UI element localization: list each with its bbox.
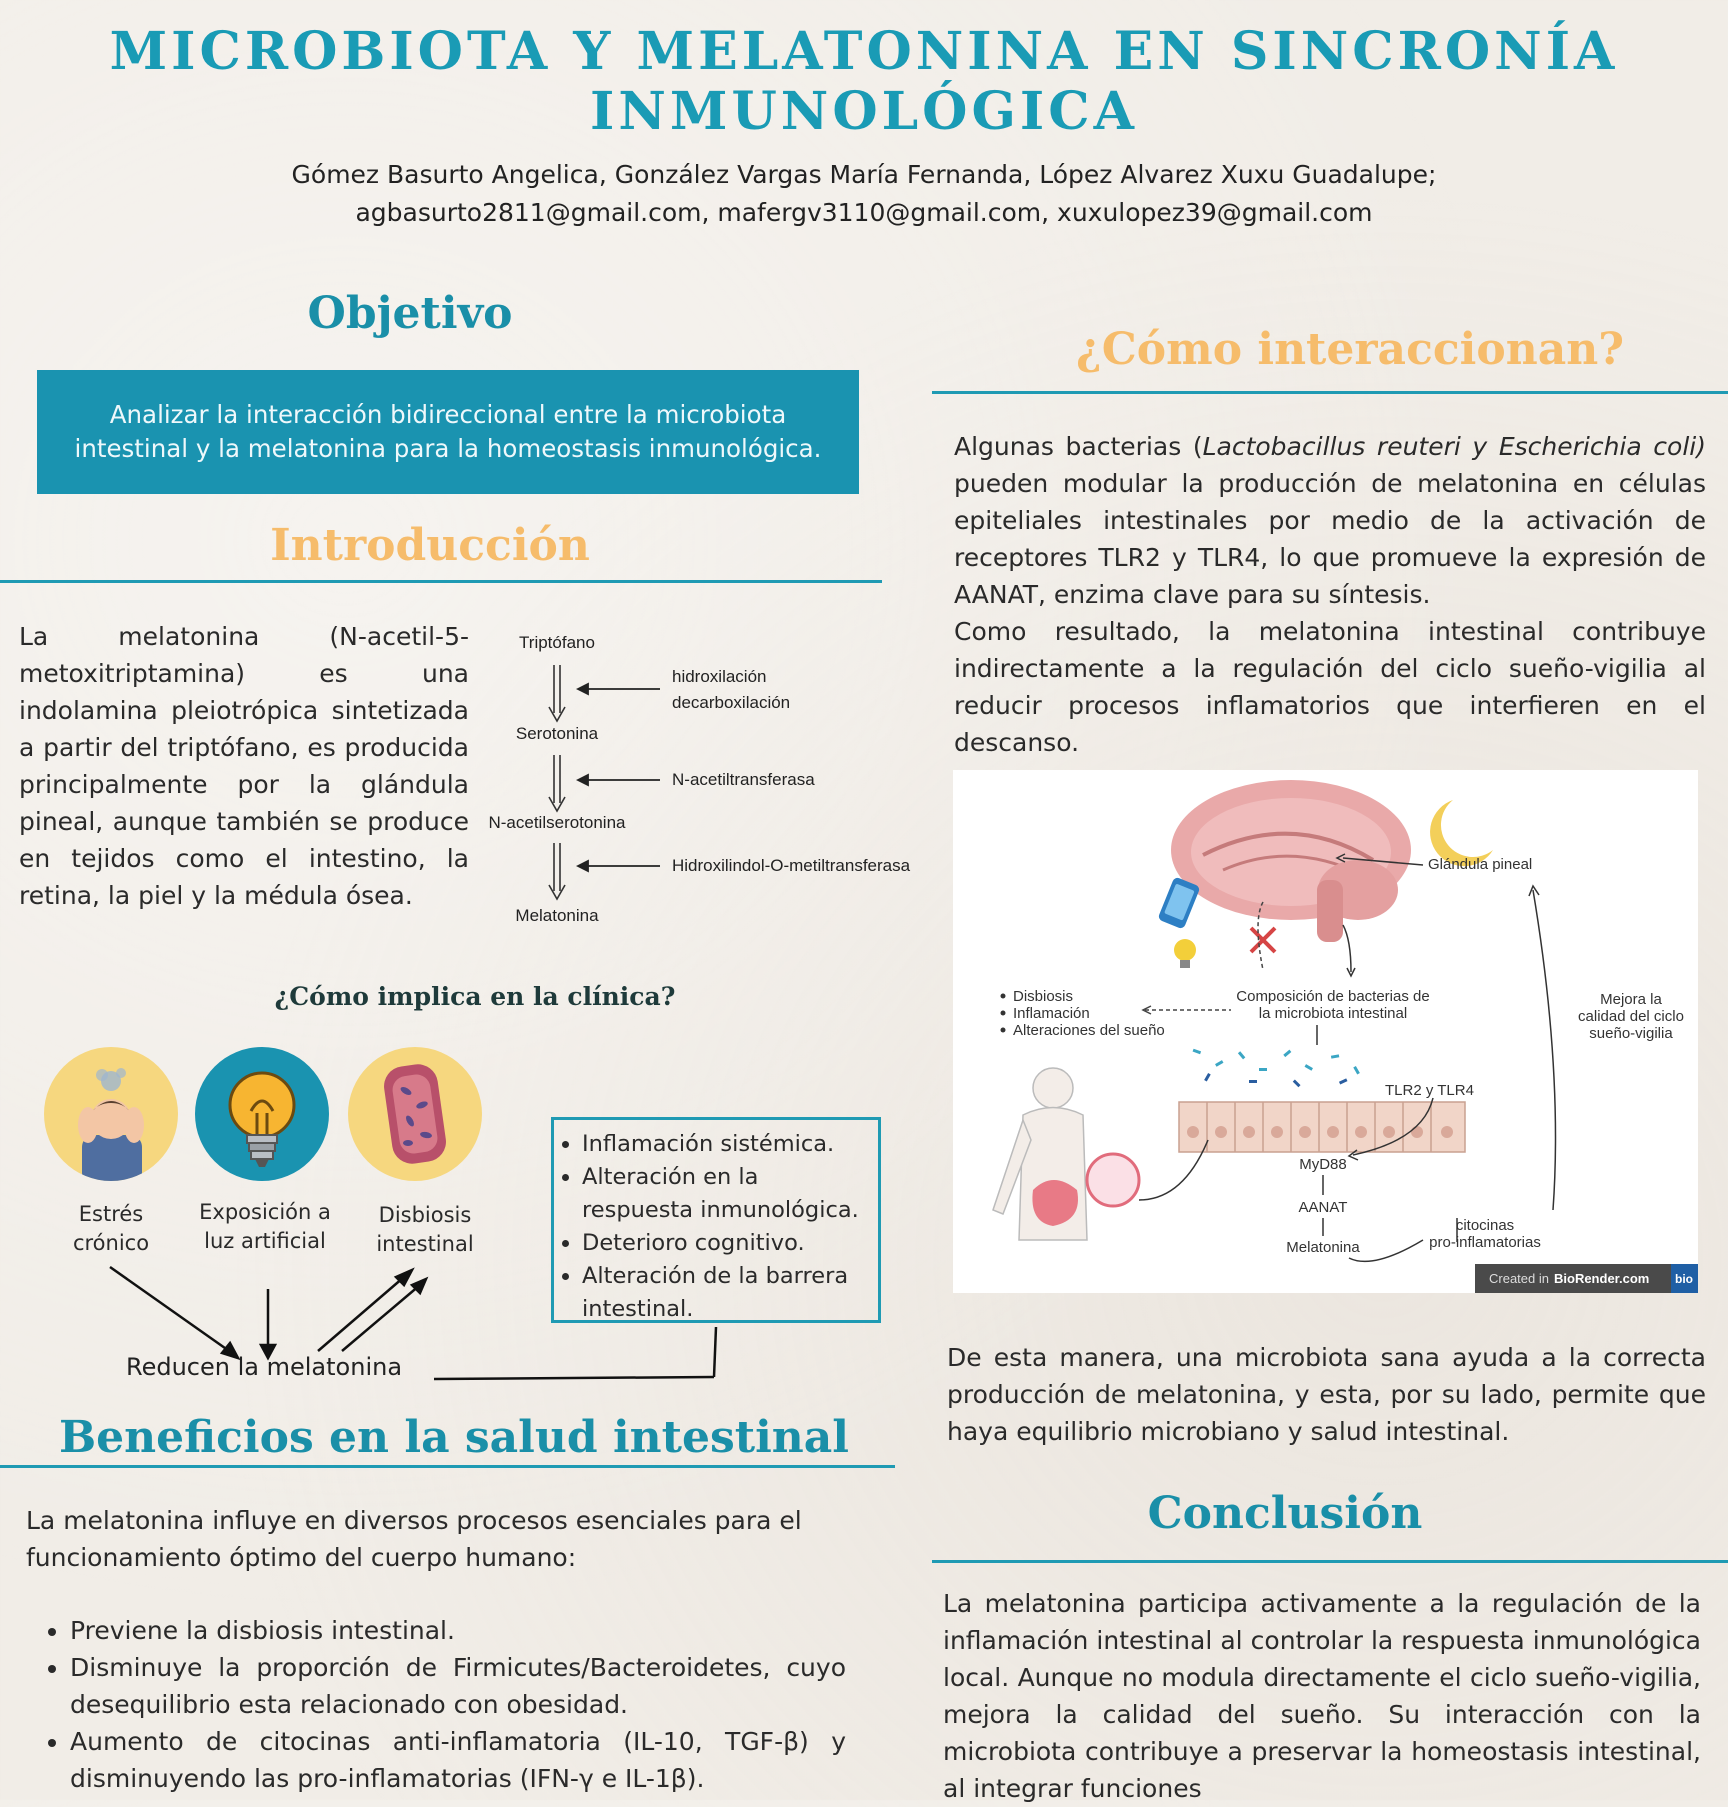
conclusion-rule bbox=[932, 1560, 1728, 1563]
bulb-small-icon bbox=[1174, 939, 1196, 968]
dysbiosis-item: Disbiosis bbox=[1013, 988, 1074, 1005]
beneficios-heading: Beneficios en la salud intestinal bbox=[58, 1412, 850, 1463]
label-mejora-2: calidad del ciclo bbox=[1578, 1008, 1684, 1025]
effect-item: • Alteración en la respuesta inmunológica. bbox=[582, 1161, 868, 1227]
enzyme-decarboxilacion: decarboxilación bbox=[672, 693, 791, 712]
clinica-effects-box bbox=[551, 1117, 881, 1323]
interaccion-p3: De esta manera, una microbiota sana ayuda a la correcta producción de melatonina, y esta, por su lado, permite que haya equilibrio microbiano y salud intestinal. bbox=[947, 1343, 1706, 1446]
melatonin-pathway-diagram bbox=[470, 625, 940, 935]
factor-label-luz: Exposición a luz artificial bbox=[199, 1200, 331, 1253]
dysbiosis-item: Inflamación bbox=[1013, 1005, 1090, 1022]
dysbiosis-item: Alteraciones del sueño bbox=[1013, 1022, 1165, 1039]
authors-emails: agbasurto2811@gmail.com, mafergv3110@gmail.com, xuxulopez39@gmail.com bbox=[355, 198, 1373, 227]
title-line-2: INMUNOLÓGICA bbox=[590, 81, 1138, 142]
interaccion-heading: ¿Cómo interaccionan? bbox=[1075, 324, 1624, 375]
label-composicion-1: Composición de bacterias de bbox=[1236, 988, 1430, 1005]
enzyme-arrows bbox=[578, 684, 660, 871]
authors bbox=[0, 156, 1728, 232]
enzyme-n-acetiltransferasa: N-acetiltransferasa bbox=[672, 770, 815, 789]
factor-label-disbiosis: Disbiosis intestinal bbox=[376, 1203, 474, 1256]
label-mejora-3: sueño-vigilia bbox=[1589, 1025, 1673, 1042]
credit-brand: BioRender.com bbox=[1554, 1271, 1650, 1286]
interaccion-p2: Como resultado, la melatonina intestinal contribuye indirectamente a la regulación del ciclo sueño-vigilia al reducir procesos inflamatorios que interfieren en el descanso. bbox=[954, 617, 1706, 757]
bacteria-zoom-icon bbox=[1087, 1154, 1139, 1206]
dysbiosis-list bbox=[1001, 988, 1165, 1039]
objetivo-text: Analizar la interacción bidireccional entre la microbiota intestinal y la melatonina para la homeostasis inmunológica. bbox=[74, 400, 822, 463]
label-mejora-1: Mejora la bbox=[1600, 991, 1662, 1008]
effect-item: • Inflamación sistémica. bbox=[582, 1128, 868, 1161]
biorender-credit bbox=[1475, 1264, 1698, 1293]
p1-pre: Algunas bacterias ( bbox=[954, 432, 1203, 461]
beneficios-list-wrap bbox=[26, 1612, 846, 1797]
clinica-result: Reducen la melatonina bbox=[126, 1353, 403, 1381]
effect-item: • Alteración de la barrera intestinal. bbox=[582, 1260, 868, 1326]
title-line-1: MICROBIOTA Y MELATONINA EN SINCRONÍA bbox=[109, 21, 1619, 82]
beneficios-intro: La melatonina influye en diversos procesos esenciales para el funcionamiento óptimo del cuerpo humano: bbox=[26, 1506, 802, 1572]
label-tlr: TLR2 y TLR4 bbox=[1385, 1082, 1474, 1099]
pathway-step-n-acetilserotonina: N-acetilserotonina bbox=[488, 813, 626, 832]
introduccion-rule bbox=[0, 580, 882, 583]
beneficios-list bbox=[26, 1612, 846, 1797]
label-myd88: MyD88 bbox=[1299, 1156, 1347, 1173]
beneficio-item: • Previene la disbiosis intestinal. bbox=[70, 1612, 846, 1649]
label-glandula-pineal: Glándula pineal bbox=[1428, 856, 1533, 873]
blocked-x-icon bbox=[1251, 928, 1275, 952]
enzyme-hiomt: Hidroxilindol-O-metiltransferasa bbox=[672, 856, 911, 875]
beneficio-item: • Disminuye la proporción de Firmicutes/Bacteroidetes, cuyo desequilibrio esta relacionado con obesidad. bbox=[70, 1649, 846, 1723]
label-aanat: AANAT bbox=[1298, 1199, 1348, 1216]
interaccion-rule bbox=[932, 391, 1728, 394]
bacteria-cluster bbox=[1193, 1049, 1360, 1088]
authors-names: Gómez Basurto Angelica, González Vargas María Fernanda, López Alvarez Xuxu Guadalupe; bbox=[291, 160, 1437, 189]
credit-pre: Created in bbox=[1489, 1271, 1549, 1286]
pathway-step-melatonina: Melatonina bbox=[515, 906, 599, 925]
interaction-figure bbox=[953, 770, 1698, 1293]
objetivo-heading: Objetivo bbox=[307, 288, 513, 339]
label-composicion-2: la microbiota intestinal bbox=[1258, 1005, 1408, 1022]
label-citocinas-1: citocinas bbox=[1455, 1217, 1515, 1234]
interaccion-paragraphs bbox=[954, 428, 1706, 761]
pathway-step-serotonina: Serotonina bbox=[515, 724, 599, 743]
conclusion-heading: Conclusión bbox=[1147, 1488, 1423, 1539]
objetivo-box bbox=[37, 370, 859, 494]
pathway-down-arrows bbox=[549, 665, 565, 899]
clinica-heading: ¿Cómo implica en la clínica? bbox=[274, 982, 676, 1011]
clinica-effects-list bbox=[562, 1128, 868, 1326]
enzyme-hidroxilacion: hidroxilación bbox=[672, 667, 767, 686]
poster-title bbox=[0, 22, 1728, 142]
conclusion-text: La melatonina participa activamente a la regulación de la inflamación intestinal al controlar la respuesta inmunológica local. Aunque no modula directamente el ciclo sueño-vigilia, mejora la calidad del sueño. Su interacción con la microbiota contribuye a preservar la homeostasis intestinal, al integrar funciones bbox=[943, 1589, 1701, 1803]
phone-icon bbox=[1157, 876, 1200, 929]
stress-icon bbox=[44, 1047, 178, 1181]
credit-logo: bio bbox=[1675, 1272, 1693, 1286]
beneficio-item: • Aumento de citocinas anti-inflamatoria (IL-10, TGF-β) y disminuyendo las pro-inflamatorias (IFN-γ e IL-1β). bbox=[70, 1723, 846, 1797]
interaccion-p1 bbox=[954, 428, 1706, 613]
introduccion-heading: Introducción bbox=[270, 520, 590, 571]
factor-label-estres: Estrés crónico bbox=[72, 1202, 150, 1255]
label-melatonina: Melatonina bbox=[1286, 1239, 1360, 1256]
epithelium-icon bbox=[1179, 1102, 1465, 1152]
p1-post: pueden modular la producción de melatonina en células epiteliales intestinales por medio de la activación de receptores TLR2 y TLR4, lo que promueve la expresión de AANAT, enzima clave para su síntesis. bbox=[954, 469, 1706, 609]
introduccion-text: La melatonina (N-acetil-5-metoxitriptamina) es una indolamina pleiotrópica sintetizada a partir del triptófano, es producida principalmente por la glándula pineal, aunque también se produce en tejidos como el intestino, la retina, la piel y la médula ósea. bbox=[19, 622, 469, 910]
effect-item: • Deterioro cognitivo. bbox=[582, 1227, 868, 1260]
light-bulb-icon bbox=[195, 1047, 329, 1181]
dysbiosis-icon bbox=[348, 1047, 482, 1181]
beneficios-rule bbox=[0, 1465, 895, 1468]
pathway-step-triptofano: Triptófano bbox=[519, 633, 595, 652]
bacteria-names: Lactobacillus reuteri y Escherichia coli) bbox=[1202, 432, 1706, 461]
label-citocinas-2: pro-inflamatorias bbox=[1429, 1234, 1541, 1251]
